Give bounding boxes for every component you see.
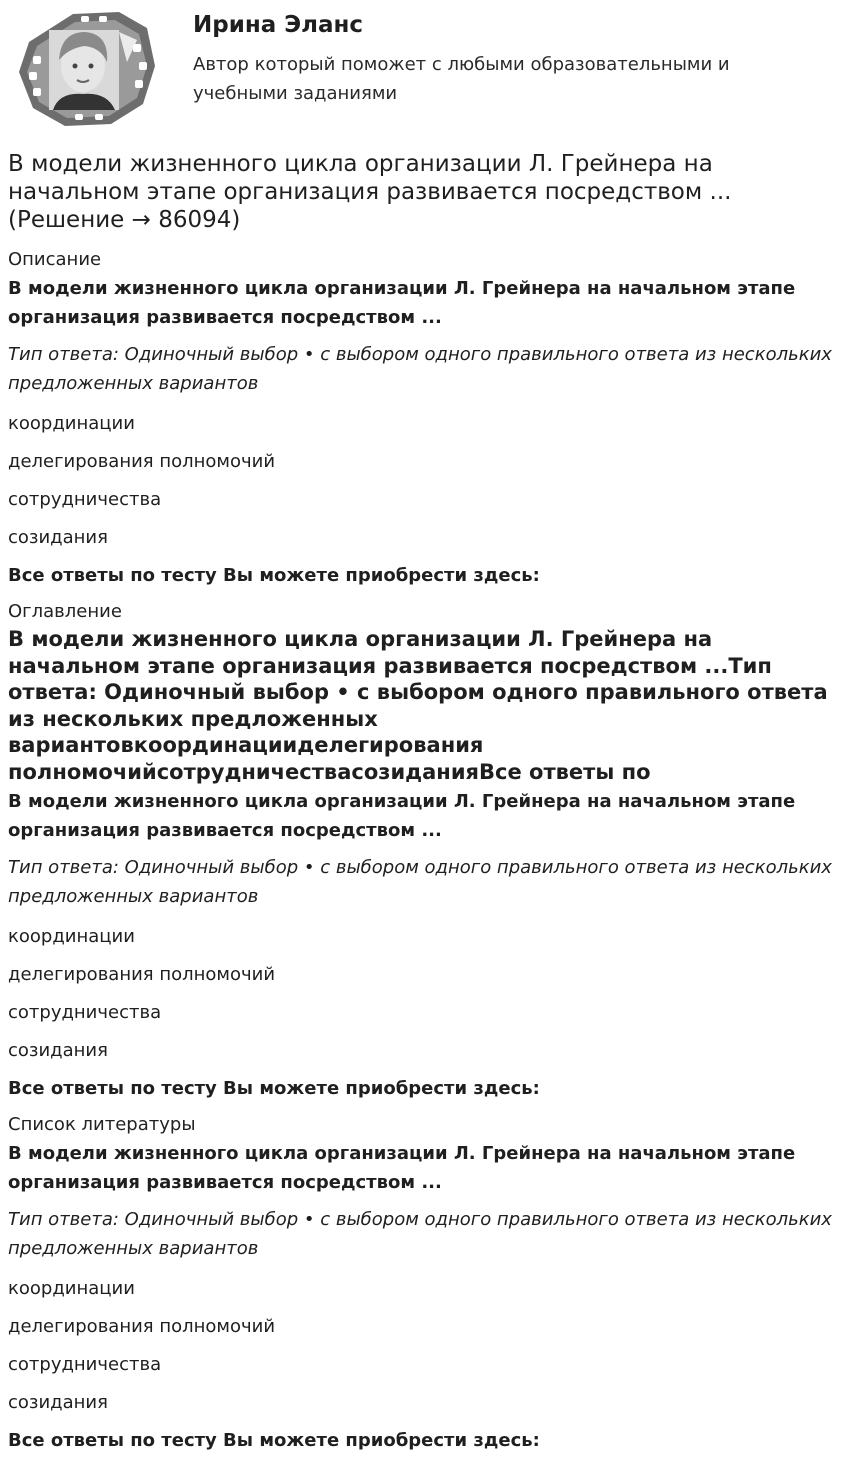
description-section [8, 248, 839, 588]
buy-answers-text: Все ответы по тесту Вы можете приобрести здесь: [8, 565, 540, 586]
question-text: В модели жизненного цикла организации Л. Грейнера на начальном этапе организация развивается посредством ... [8, 1143, 796, 1193]
toc-section [8, 600, 839, 1101]
option-item: созидания [8, 1040, 108, 1061]
answer-type-text: Тип ответа: Одиночный выбор • с выбором одного правильного ответа из нескольких предложенных вариантов [8, 344, 832, 394]
answer-type-text: Тип ответа: Одиночный выбор • с выбором одного правильного ответа из нескольких предложенных вариантов [8, 857, 832, 907]
option-item: координации [8, 1278, 135, 1299]
option-item: делегирования полномочий [8, 1316, 276, 1337]
buy-answers-text: Все ответы по тесту Вы можете приобрести здесь: [8, 1430, 540, 1451]
option-item: делегирования полномочий [8, 451, 276, 472]
option-item: сотрудничества [8, 1354, 162, 1375]
section-label-toc: Оглавление [8, 601, 122, 622]
option-item: созидания [8, 527, 108, 548]
section-label-description: Описание [8, 249, 102, 270]
literature-section [8, 1113, 839, 1453]
question-text: В модели жизненного цикла организации Л. Грейнера на начальном этапе организация развивается посредством ... [8, 278, 796, 328]
option-item: созидания [8, 1392, 108, 1413]
author-card [8, 0, 839, 140]
option-item: сотрудничества [8, 489, 162, 510]
question-text: В модели жизненного цикла организации Л. Грейнера на начальном этапе организация развивается посредством ... [8, 791, 796, 841]
option-item: делегирования полномочий [8, 964, 276, 985]
toc-heading: В модели жизненного цикла организации Л. Грейнера на начальном этапе организация развивается посредством ...Тип ответа: Одиночный выбор • с выбором одного правильного ответа из нескольких предложенных вариантовкоординацииделегирования полномочийсотрудничествасозиданияВсе ответы по [8, 627, 828, 784]
option-item: сотрудничества [8, 1002, 162, 1023]
author-description: Автор который поможет с любыми образовательными и учебными заданиями [193, 54, 730, 104]
section-label-literature: Список литературы [8, 1114, 196, 1135]
option-item: координации [8, 926, 135, 947]
page-title: В модели жизненного цикла организации Л. Грейнера на начальном этапе организация развивается посредством ... (Решение → 86094) [8, 151, 732, 233]
author-avatar-icon [15, 8, 157, 128]
author-name[interactable]: Ирина Эланс [193, 12, 364, 38]
option-item: координации [8, 413, 135, 434]
answer-type-text: Тип ответа: Одиночный выбор • с выбором одного правильного ответа из нескольких предложенных вариантов [8, 1209, 832, 1259]
buy-answers-text: Все ответы по тесту Вы можете приобрести здесь: [8, 1078, 540, 1099]
